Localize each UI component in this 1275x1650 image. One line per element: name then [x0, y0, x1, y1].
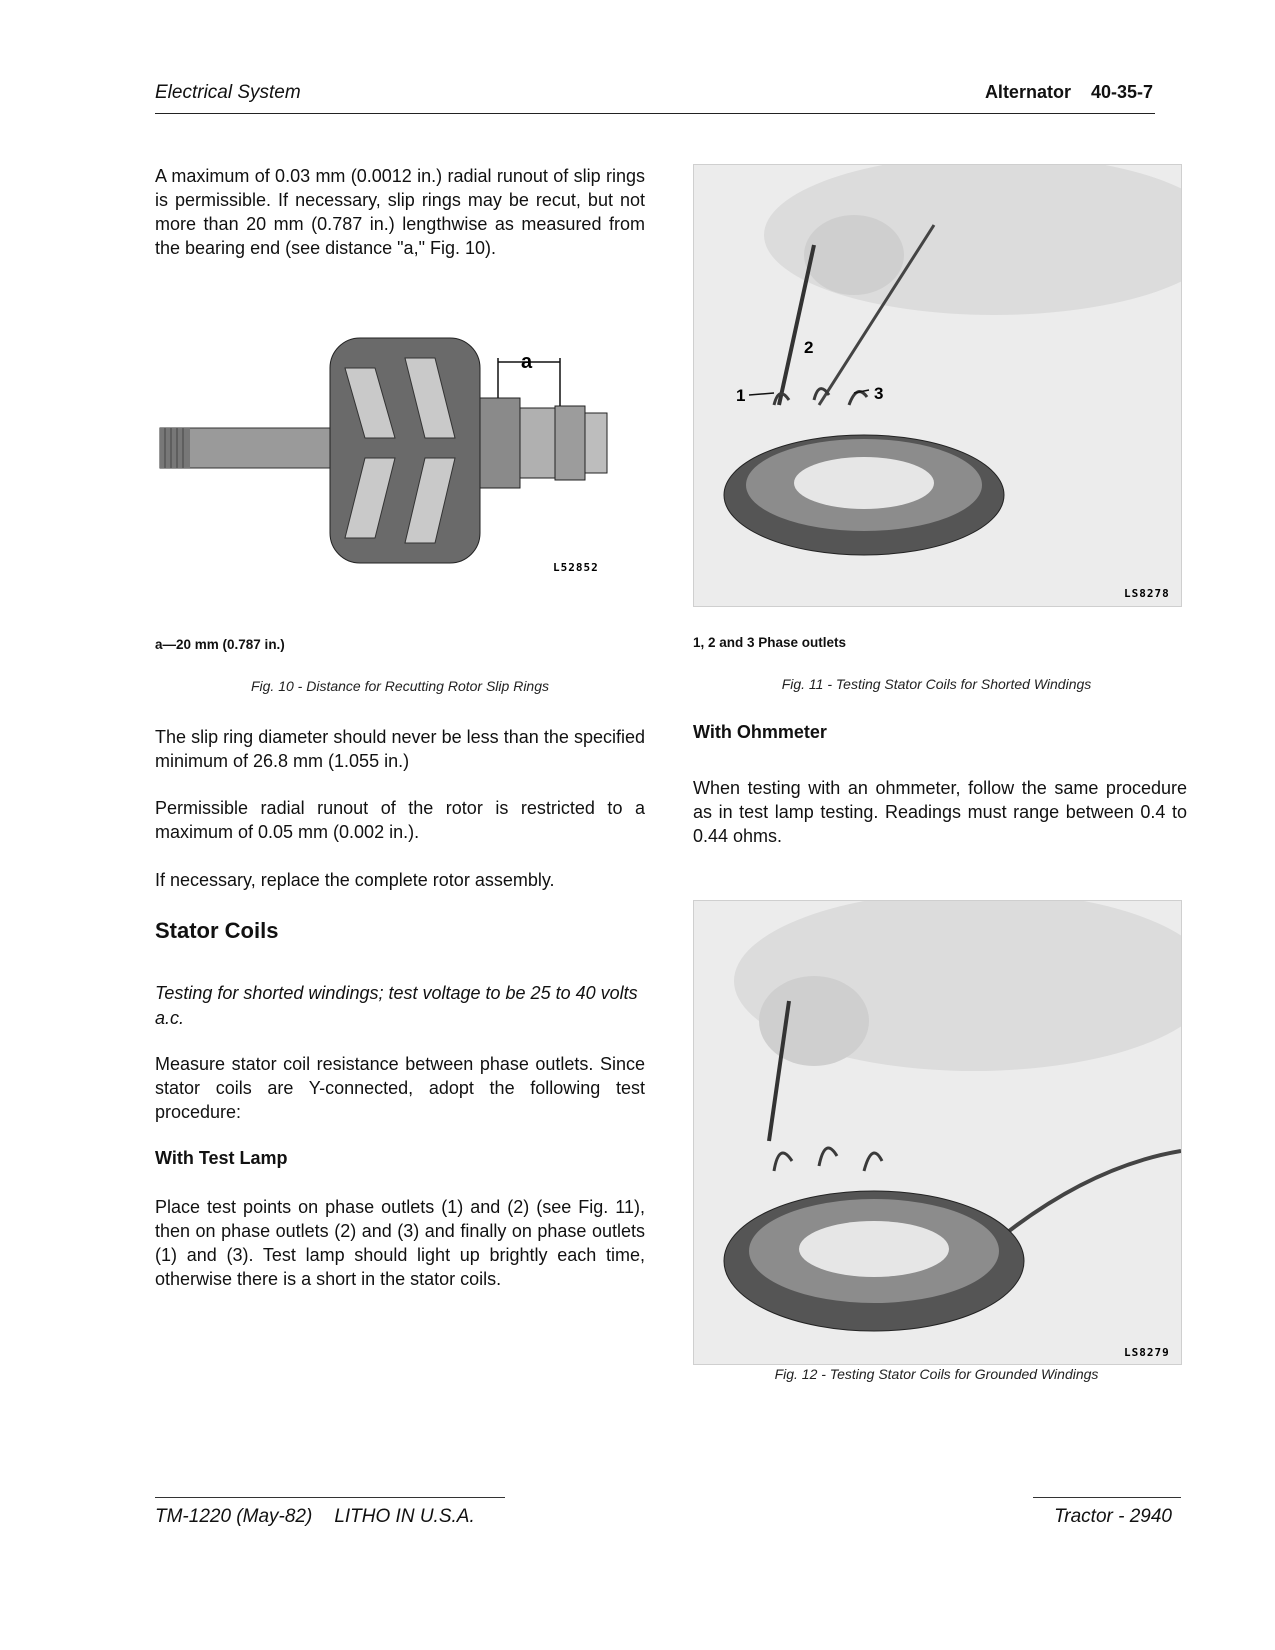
- fig11-callout-3: 3: [874, 384, 884, 403]
- footer-left: [155, 1506, 475, 1528]
- with-ohmmeter-heading: With Ohmmeter: [693, 722, 827, 742]
- header-topic: Alternator: [984, 82, 1071, 102]
- fig12-drawing: [694, 901, 1181, 1364]
- fig11-callout-2: 2: [804, 338, 814, 357]
- fig12-stator-photo: [693, 900, 1182, 1365]
- ohmmeter-paragraph: When testing with an ohmmeter, follow the same procedure as in test lamp testing. Readings must range between 0.4 to 0.44 ohms.: [693, 778, 1187, 846]
- replace-rotor-paragraph: If necessary, replace the complete rotor assembly.: [155, 870, 555, 890]
- fig11-caption: Fig. 11 - Testing Stator Coils for Shorted Windings: [781, 676, 1092, 692]
- fig11-callout-1: 1: [736, 386, 746, 405]
- stator-test-intro: Testing for shorted windings; test voltage to be 25 to 40 volts a.c.: [155, 983, 638, 1028]
- fig10-caption: Fig. 10 - Distance for Recutting Rotor Slip Rings: [250, 678, 549, 694]
- fig12-code: LS8279: [1124, 1346, 1170, 1359]
- header-page-code: 40-35-7: [1090, 82, 1153, 102]
- fig10-legend: a—20 mm (0.787 in.): [155, 637, 285, 652]
- header-section-title: Electrical System: [155, 82, 301, 103]
- fig11-drawing: [694, 165, 1181, 606]
- with-test-lamp-heading: With Test Lamp: [155, 1148, 288, 1168]
- footer-rule-left: [155, 1497, 505, 1498]
- stator-coils-heading: Stator Coils: [155, 918, 279, 943]
- slip-ring-3: [585, 413, 607, 473]
- rotor-runout-paragraph: Permissible radial runout of the rotor is restricted to a maximum of 0.05 mm (0.002 in.).: [155, 798, 645, 842]
- slip-ring-2: [555, 406, 585, 480]
- slip-ring-diameter-paragraph: The slip ring diameter should never be less than the specified minimum of 26.8 mm (1.055 in.): [155, 727, 645, 771]
- footer-model: Tractor - 2940: [1054, 1506, 1172, 1527]
- fig10-callout-a: a: [521, 351, 533, 373]
- fig11-code: LS8278: [1124, 587, 1170, 600]
- intro-paragraph: A maximum of 0.03 mm (0.0012 in.) radial runout of slip rings is permissible. If necessary, slip rings may be recut, but not more than 20 mm (0.787 in.) lengthwise as measured from the bearing end (see distance "a," Fig. 10).: [155, 166, 645, 258]
- fig10-code: L52852: [553, 561, 599, 574]
- fig10-rotor-image: [155, 328, 625, 596]
- fig11-legend: 1, 2 and 3 Phase outlets: [693, 635, 847, 650]
- bearing-end: [480, 398, 520, 488]
- header-rule: [155, 113, 1155, 114]
- header-page-label: [985, 82, 1153, 103]
- footer-rule-right: [1033, 1497, 1181, 1498]
- rotor-drawing: [155, 328, 625, 596]
- footer-doc-code: TM-1220 (May-82): [155, 1506, 313, 1527]
- footer-litho: LITHO IN U.S.A.: [334, 1506, 475, 1527]
- measure-resistance-paragraph: Measure stator coil resistance between phase outlets. Since stator coils are Y-connected, adopt the following test procedure:: [155, 1054, 645, 1122]
- slip-ring-1: [520, 408, 555, 478]
- test-lamp-paragraph: Place test points on phase outlets (1) and (2) (see Fig. 11), then on phase outlets (2) and (3) and finally on phase outlets (1) and (3). Test lamp should light up brightly each time, otherwise there is a short in the stator coils.: [155, 1197, 645, 1289]
- fig12-caption: Fig. 12 - Testing Stator Coils for Grounded Windings: [774, 1366, 1099, 1382]
- fig11-stator-photo: [693, 164, 1182, 607]
